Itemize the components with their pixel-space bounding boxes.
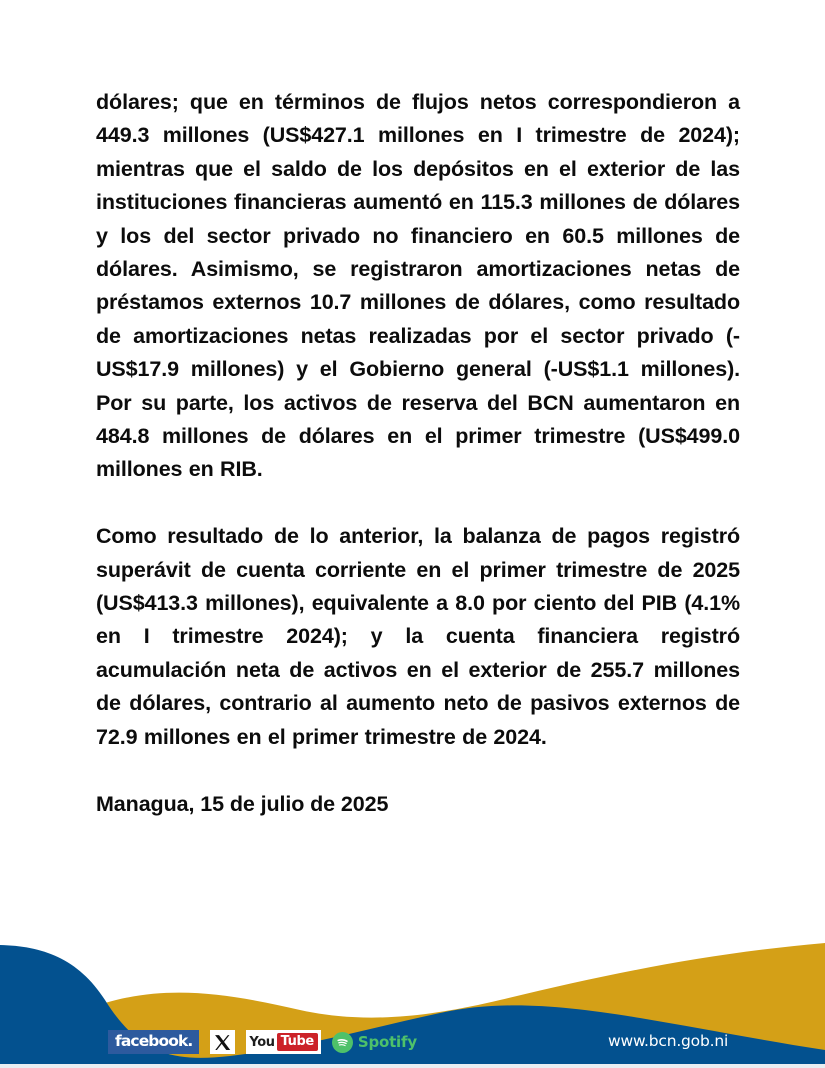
- website-url[interactable]: www.bcn.gob.ni: [608, 1032, 729, 1051]
- spotify-label: Spotify: [357, 1032, 417, 1051]
- facebook-label: facebook.: [115, 1032, 193, 1051]
- spotify-mark-glyph: [332, 1032, 353, 1053]
- spotify-icon[interactable]: [332, 1030, 417, 1054]
- paragraph-1: dólares; que en términos de flujos netos correspondieron a 449.3 millones (US$427.1 millones en I trimestre de 2024); mientras que el saldo de los depósitos en el exterior de las instituciones financieras aumentó en 115.3 millones de dólares y los del sector privado no financiero en 60.5 millones de dólares. Asimismo, se registraron amortizaciones netas de préstamos externos 10.7 millones de dólares, como resultado de amortizaciones netas realizadas por el sector privado (-US$17.9 millones) y el Gobierno general (-US$1.1 millones). Por su parte, los activos de reserva del BCN aumentaron en 484.8 millones de dólares en el primer trimestre (US$499.0 millones en RIB.: [96, 90, 740, 482]
- youtube-tube-label: Tube: [277, 1033, 318, 1051]
- facebook-icon[interactable]: [108, 1030, 199, 1054]
- x-glyph: [214, 1034, 231, 1051]
- x-twitter-icon[interactable]: [210, 1030, 235, 1054]
- spotify-waves-glyph: [335, 1035, 350, 1050]
- footer-social-row: [0, 1027, 825, 1057]
- footer-bottom-rule: [0, 1064, 825, 1068]
- youtube-you-label: You: [249, 1034, 275, 1050]
- signoff-line: Managua, 15 de julio de 2025: [96, 791, 389, 816]
- paragraph-2: Como resultado de lo anterior, la balanza de pagos registró superávit de cuenta corriente en el primer trimestre de 2025 (US$413.3 millones), equivalente a 8.0 por ciento del PIB (4.1% en I trimestre 2024); y la cuenta financiera registró acumulación neta de activos en el exterior de 255.7 millones de dólares, contrario al aumento neto de pasivos externos de 72.9 millones en el primer trimestre de 2024.: [96, 524, 740, 749]
- youtube-icon[interactable]: [246, 1030, 320, 1054]
- document-body: [96, 86, 740, 821]
- social-icon-group: [108, 1030, 417, 1054]
